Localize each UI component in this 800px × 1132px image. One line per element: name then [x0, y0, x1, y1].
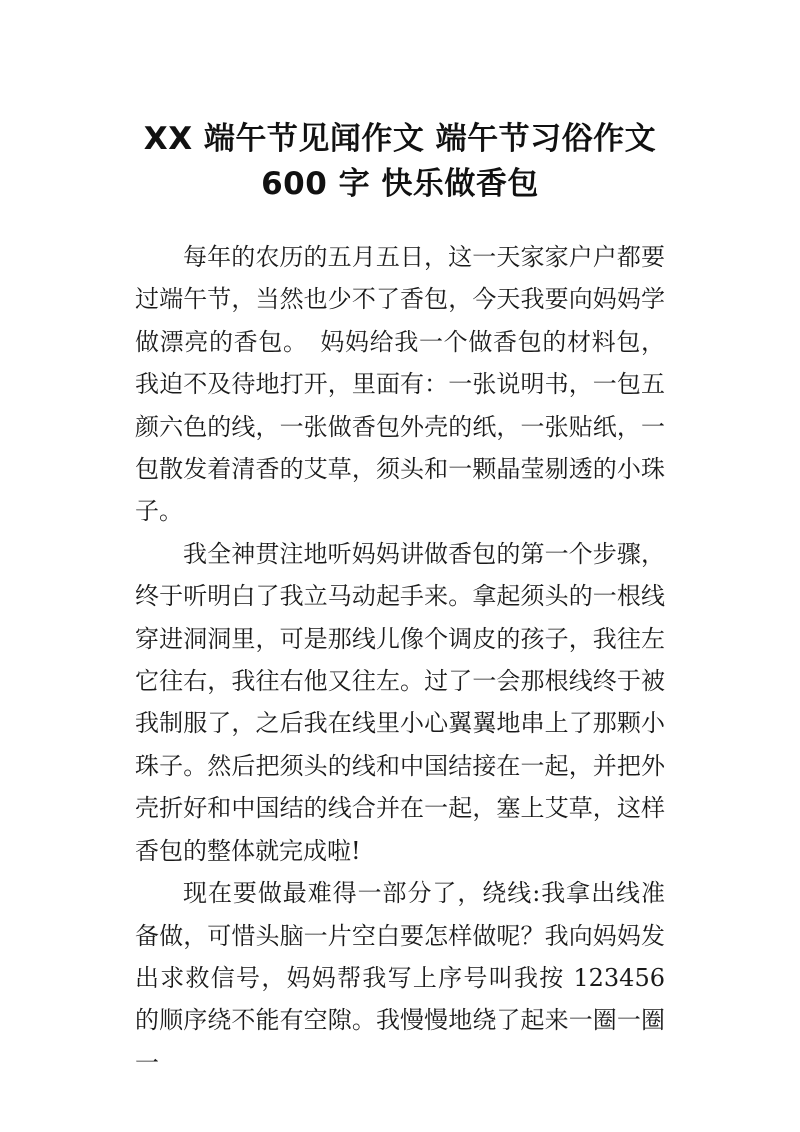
- paragraph-2: 我全神贯注地听妈妈讲做香包的第一个步骤，终于听明白了我立马动起手来。拿起须头的一根线穿进洞洞里，可是那线儿像个调皮的孩子，我往左它往右，我往右他又往左。过了一会那根线终于被我制服了，之后我在线里小心翼翼地串上了那颗小珠子。然后把须头的线和中国结接在一起，并把外壳折好和中国结的线合并在一起，塞上艾草，这样香包的整体就完成啦!: [135, 539, 665, 865]
- title-line-1: XX 端午节见闻作文 端午节习俗作文: [143, 120, 657, 157]
- title-line-2: 600 字 快乐做香包: [261, 165, 539, 202]
- document-body: [135, 236, 665, 1084]
- paragraph-1: 每年的农历的五月五日，这一天家家户户都要过端午节，当然也少不了香包，今天我要向妈妈学做漂亮的香包。 妈妈给我一个做香包的材料包，我迫不及待地打开，里面有：一张说明书，一包五颜六色的线，一张做香包外壳的纸，一张贴纸，一包散发着清香的艾草，须头和一颗晶莹剔透的小珠子。: [135, 243, 665, 526]
- document-title: [100, 117, 700, 207]
- paragraph-3: 现在要做最难得一部分了，绕线:我拿出线准备做，可惜头脑一片空白要怎样做呢？我向妈妈发出求救信号，妈妈帮我写上序号叫我按 123456 的顺序绕不能有空隙。我慢慢地绕了起来一圈一圈一: [135, 879, 665, 1077]
